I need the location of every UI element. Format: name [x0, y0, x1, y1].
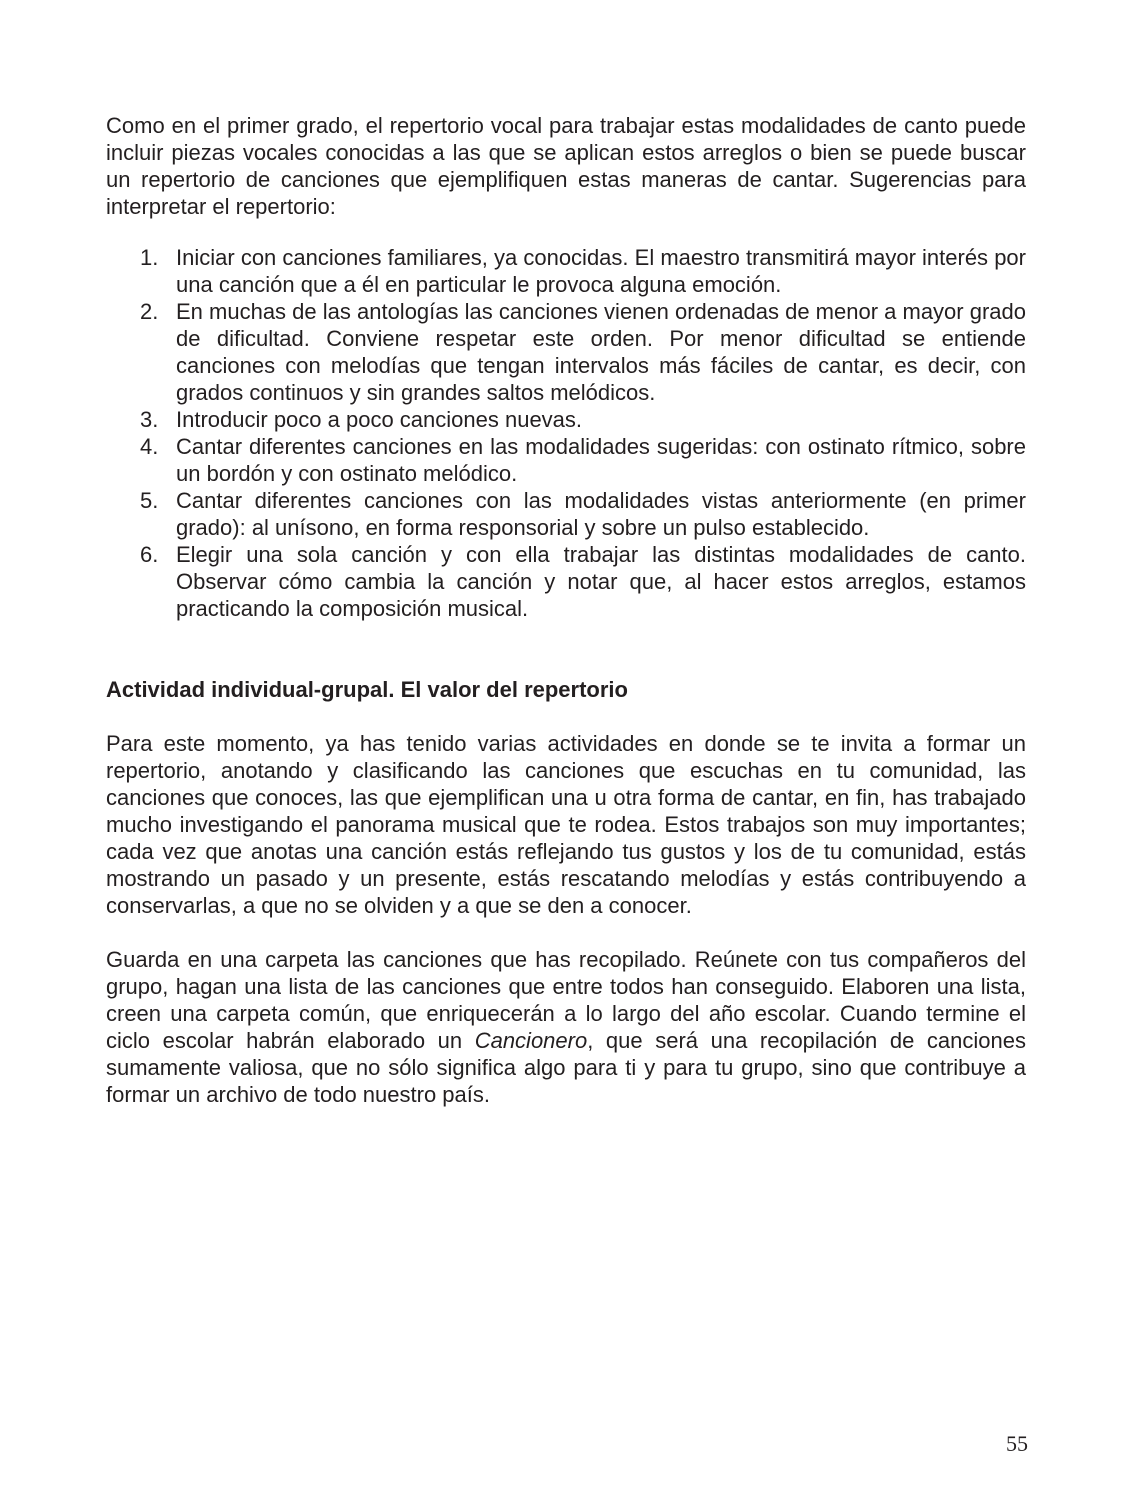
list-item: [140, 433, 1026, 487]
list-item-number: 4.: [140, 434, 159, 459]
list-item-text: Introducir poco a poco canciones nuevas.: [176, 407, 583, 432]
list-item: [140, 406, 1026, 433]
page-content: [106, 112, 1026, 1108]
list-item-number: 3.: [140, 407, 159, 432]
list-item-text: Cantar diferentes canciones en las modalidades sugeridas: con ostinato rítmico, sobre un bordón y con ostinato melódico.: [176, 434, 1026, 486]
list-item-number: 5.: [140, 488, 159, 513]
cancionero-term: Cancionero: [474, 1028, 588, 1053]
list-item-text: Iniciar con canciones familiares, ya conocidas. El maestro transmitirá mayor interés por una canción que a él en particular le provoca alguna emoción.: [176, 245, 1026, 297]
list-item: [140, 298, 1026, 406]
suggestions-list: [106, 244, 1026, 622]
page-number: 55: [1006, 1431, 1028, 1456]
list-item-number: 2.: [140, 299, 159, 324]
activity-paragraph-2: [106, 946, 1026, 1108]
activity-paragraph-1: Para este momento, ya has tenido varias actividades en donde se te invita a formar un repertorio, anotando y clasificando las canciones que escuchas en tu comunidad, las canciones que conoces, las que ejemplifican una u otra forma de cantar, en fin, has trabajado mucho investigando el panorama musical que te rodea. Estos trabajos son muy importantes; cada vez que anotas una canción estás reflejando tus gustos y los de tu comunidad, estás mostrando un pasado y un presente, estás rescatando melodías y estás contribuyendo a conservarlas, a que no se olviden y a que se den a conocer.: [106, 731, 1026, 918]
list-item: [140, 487, 1026, 541]
list-item-text: Elegir una sola canción y con ella trabajar las distintas modalidades de canto. Observar cómo cambia la canción y notar que, al hacer estos arreglos, estamos practicando la composición musical.: [176, 542, 1026, 621]
paragraph-2-text-end: , que será una recopilación de canciones sumamente valiosa, que no sólo significa algo para ti y para tu grupo, sino que contribuye a formar un archivo de todo nuestro país.: [106, 1028, 1026, 1107]
list-item: [140, 244, 1026, 298]
list-item-number: 1.: [140, 245, 159, 270]
list-item-text: Cantar diferentes canciones con las modalidades vistas anteriormente (en primer grado): al unísono, en forma responsorial y sobre un pulso establecido.: [176, 488, 1026, 540]
section-heading: Actividad individual-grupal. El valor del repertorio: [106, 677, 628, 702]
intro-paragraph: Como en el primer grado, el repertorio vocal para trabajar estas modalidades de canto puede incluir piezas vocales conocidas a las que se aplican estos arreglos o bien se puede buscar un repertorio de canciones que ejemplifiquen estas maneras de cantar. Sugerencias para interpretar el repertorio:: [106, 113, 1026, 219]
list-item-number: 6.: [140, 542, 159, 567]
list-item: [140, 541, 1026, 622]
list-item-text: En muchas de las antologías las canciones vienen ordenadas de menor a mayor grado de dificultad. Conviene respetar este orden. Por menor dificultad se entiende canciones con melodías que tengan intervalos más fáciles de cantar, es decir, con grados continuos y sin grandes saltos melódicos.: [176, 299, 1026, 405]
paragraph-2-text-start: Guarda en una carpeta las canciones que has recopilado. Reúnete con tus compañeros del grupo, hagan una lista de las canciones que entre todos han conseguido. Elaboren una lista, creen una carpeta común, que enriquecerán a lo largo del año escolar. Cuando termine el ciclo escolar habrán elaborado un: [106, 947, 1026, 1053]
